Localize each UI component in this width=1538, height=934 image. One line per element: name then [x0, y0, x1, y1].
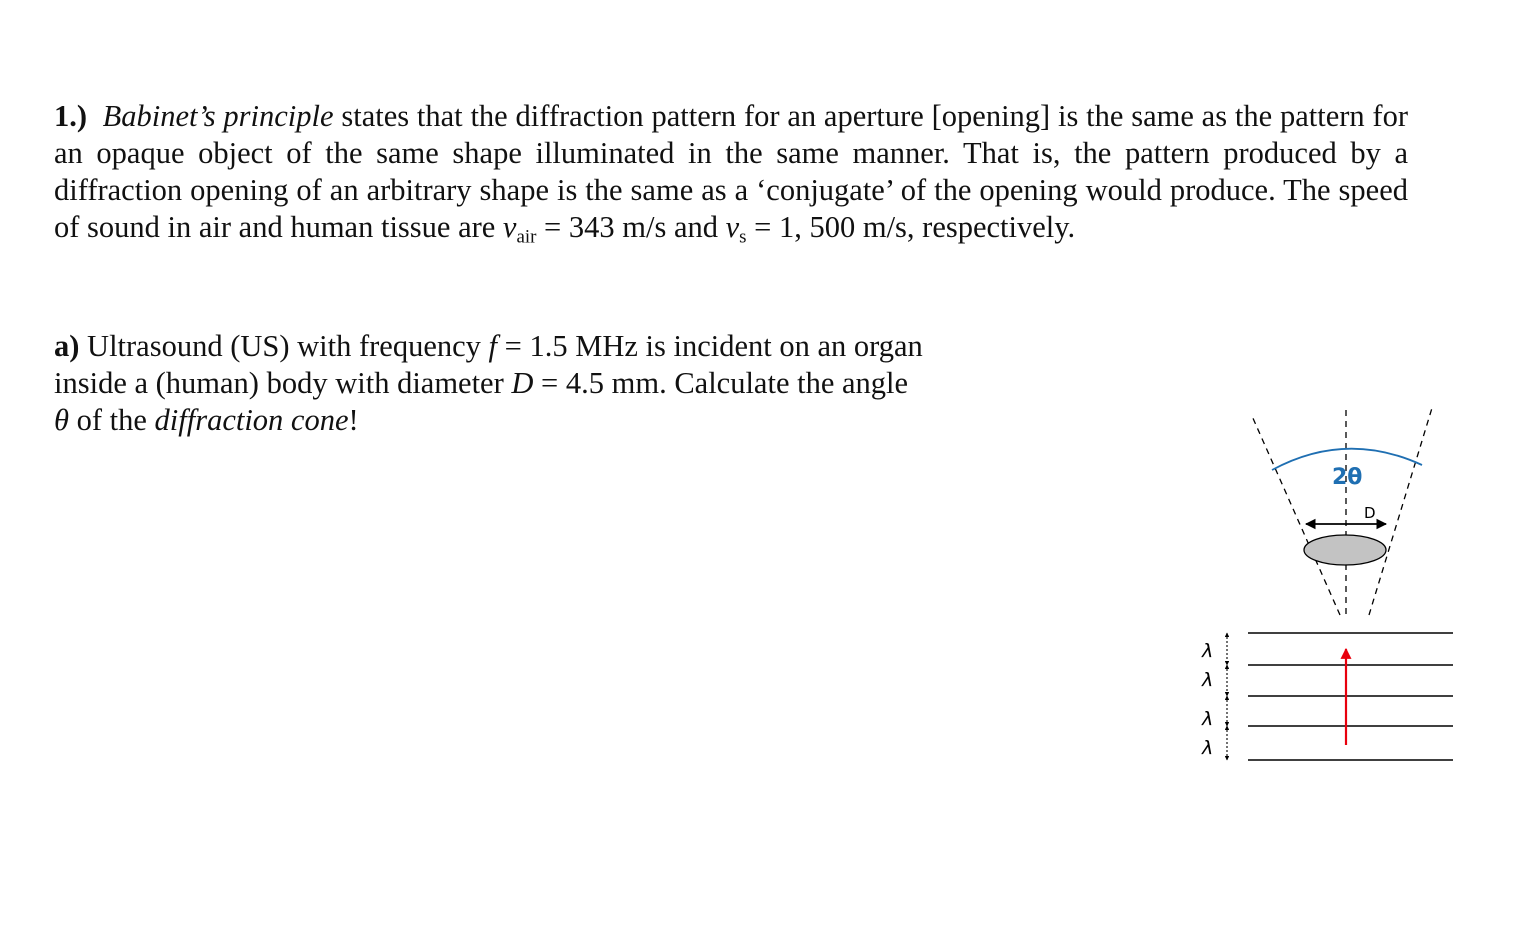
v-s-symbol: v — [725, 210, 740, 244]
organ-ellipse — [1304, 535, 1386, 565]
D-value: = 4.5 mm. Calculate the angle — [533, 366, 909, 400]
theta-symbol: θ — [54, 403, 69, 437]
f-value: = 1.5 MHz is incident on an organ inside a (human) body with diameter — [54, 329, 923, 400]
D-symbol: D — [511, 366, 534, 400]
v-s-value: = 1, 500 m/s, respectively. — [746, 210, 1076, 244]
part-a-question — [54, 328, 924, 439]
problem-intro — [54, 98, 1408, 246]
wavelength-label: λ — [1202, 737, 1214, 759]
v-s-subscript: s — [739, 226, 747, 248]
cone-left-line — [1252, 416, 1340, 615]
principle-name: Babinet’s principle — [102, 99, 334, 133]
f-symbol: f — [488, 329, 498, 363]
v-air-subscript: air — [516, 226, 537, 248]
v-air-value: = 343 m/s and — [536, 210, 726, 244]
diffraction-cone-term: diffraction cone — [154, 403, 349, 437]
wavelength-label: λ — [1202, 640, 1214, 662]
angle-label: 2θ — [1332, 465, 1363, 490]
diameter-label: D — [1364, 504, 1376, 522]
part-a-text-2: of the — [68, 403, 155, 437]
intro-text: states that the diffraction pattern for an aperture [opening] is the same as the pattern for an opaque object of the same shape illuminated in the same manner. That is, the pattern produced by a diffraction opening of an arbitrary shape is the same as a ‘conjugate’ of the opening would produce. The speed of sound in air and human tissue are — [54, 99, 1408, 244]
wavelength-label: λ — [1202, 708, 1214, 730]
part-a-label: a) — [54, 329, 80, 363]
cone-right-line — [1369, 408, 1432, 615]
part-a-text: Ultrasound (US) with frequency — [79, 329, 489, 363]
problem-number: 1.) — [54, 99, 88, 133]
wavelength-label: λ — [1202, 669, 1214, 691]
part-a-text-3: ! — [348, 403, 359, 437]
v-air-symbol: v — [502, 210, 517, 244]
diffraction-figure — [1160, 400, 1470, 780]
